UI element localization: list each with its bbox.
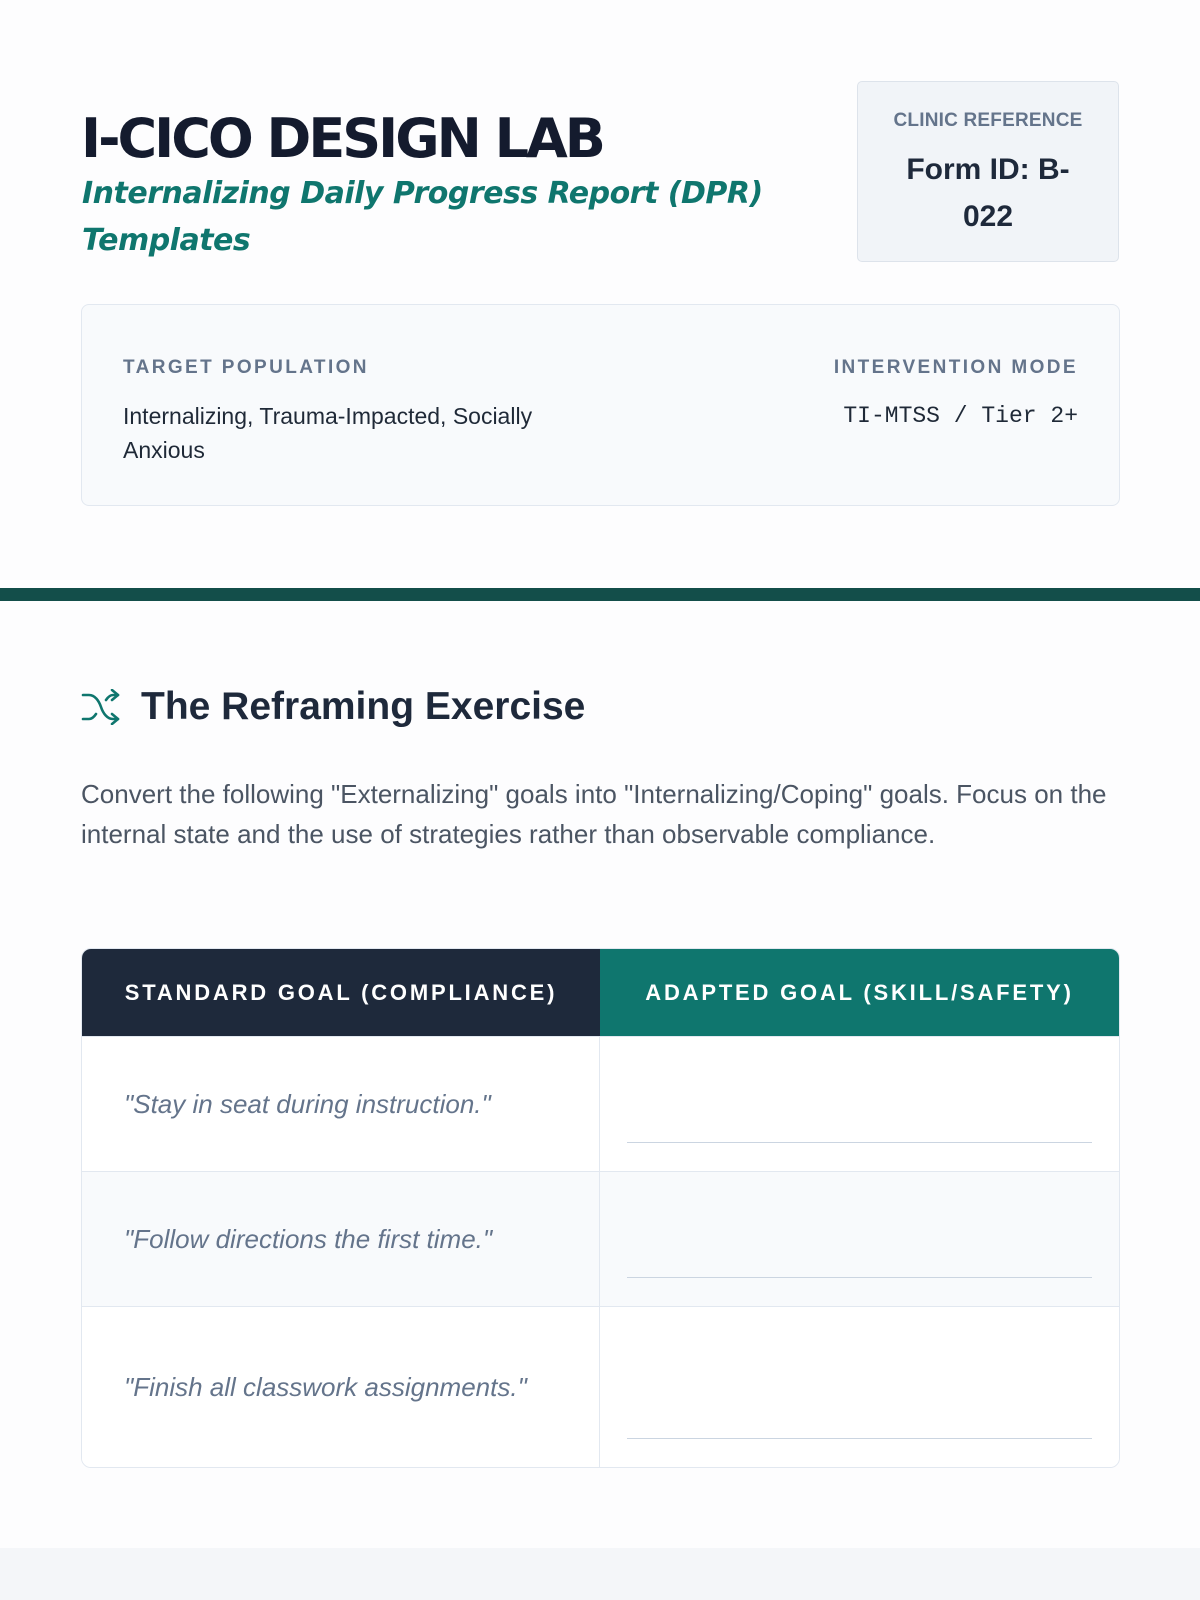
standard-goal-cell: "Stay in seat during instruction." [82, 1036, 600, 1171]
goal-table [81, 948, 1120, 1468]
form-id: Form ID: B-022 [906, 153, 1070, 233]
adapted-goal-cell[interactable] [600, 1306, 1119, 1467]
answer-line[interactable] [627, 1141, 1092, 1143]
column-header-standard: STANDARD GOAL (COMPLIANCE) [82, 949, 600, 1036]
table-row [82, 1036, 1119, 1171]
table-row [82, 1171, 1119, 1306]
target-population-value: Internalizing, Trauma-Impacted, Socially Anxious [123, 403, 533, 463]
section-description: Convert the following "Externalizing" goals into "Internalizing/Coping" goals. Focus on the internal state and the use of strategies rather than observable compliance. [81, 779, 1107, 849]
brand-subtitle: Internalizing Daily Progress Report (DPR) Templates [82, 176, 763, 258]
adapted-goal-cell[interactable] [600, 1036, 1119, 1171]
section-title: The Reframing Exercise [141, 685, 586, 728]
clinic-reference-box [857, 81, 1119, 262]
table-row [82, 1306, 1119, 1467]
footer-band [0, 1548, 1200, 1600]
table-header-row [82, 949, 1119, 1036]
target-population-label: TARGET POPULATION [123, 357, 369, 378]
standard-goal-cell: "Follow directions the first time." [82, 1171, 600, 1306]
brand-title: I-CICO DESIGN LAB [81, 107, 603, 170]
adapted-goal-cell[interactable] [600, 1171, 1119, 1306]
column-header-adapted: ADAPTED GOAL (SKILL/SAFETY) [600, 949, 1119, 1036]
info-box [81, 304, 1120, 506]
intervention-mode-value: TI-MTSS / Tier 2+ [843, 403, 1078, 429]
intervention-mode-label: INTERVENTION MODE [833, 357, 1078, 378]
clinic-reference-label: CLINIC REFERENCE [893, 110, 1083, 131]
standard-goal-cell: "Finish all classwork assignments." [82, 1306, 600, 1467]
shuffle-icon [81, 689, 121, 725]
answer-line[interactable] [627, 1276, 1092, 1278]
section-divider [0, 588, 1200, 601]
answer-line[interactable] [627, 1437, 1092, 1439]
